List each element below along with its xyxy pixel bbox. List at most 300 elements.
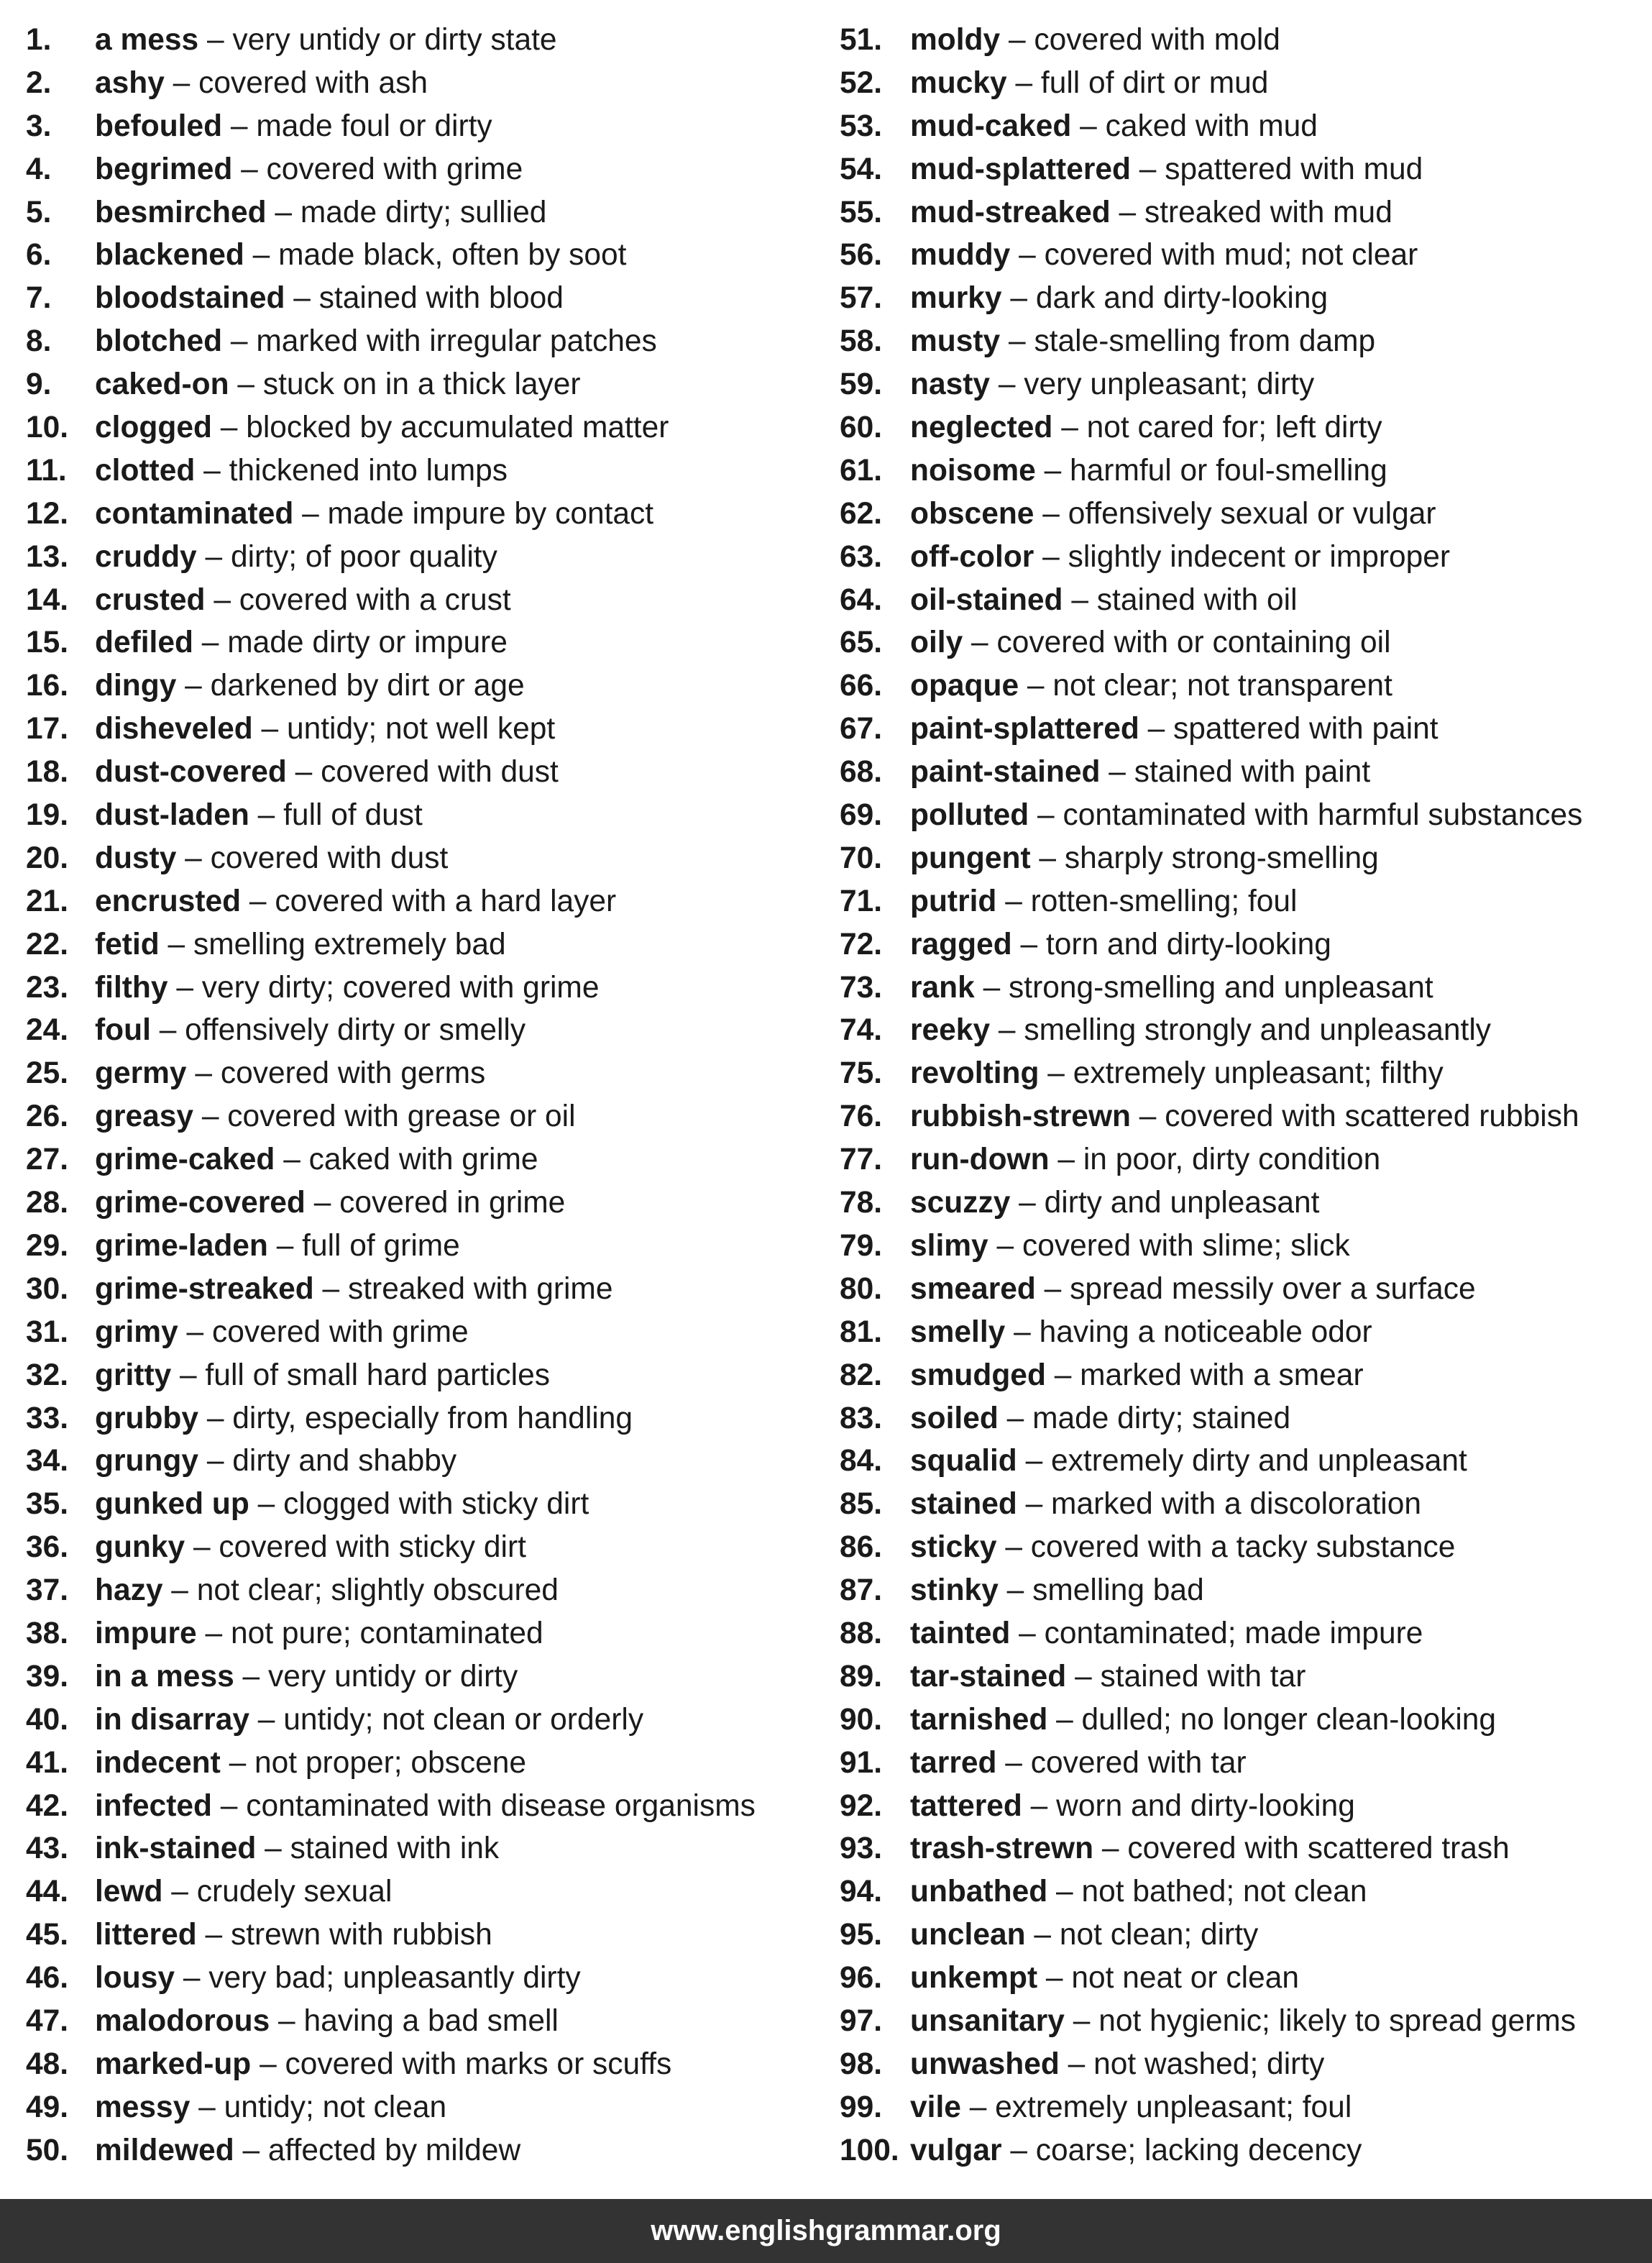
list-item bbox=[26, 1957, 845, 2000]
list-item bbox=[26, 1699, 845, 1742]
list-item bbox=[26, 1052, 845, 1095]
item-word: unsanitary bbox=[910, 2003, 1065, 2038]
list-item bbox=[26, 794, 845, 837]
item-word: opaque bbox=[910, 669, 1019, 703]
item-definition: – offensively sexual or vulgar bbox=[1034, 496, 1436, 531]
item-word: slimy bbox=[910, 1228, 988, 1263]
item-word: nasty bbox=[910, 367, 991, 402]
list-item bbox=[840, 1914, 1652, 1957]
list-item bbox=[26, 1009, 845, 1052]
item-definition: – marked with a discoloration bbox=[1017, 1487, 1422, 1522]
item-number: 8. bbox=[26, 324, 52, 359]
list-item bbox=[26, 1526, 845, 1569]
item-word: scuzzy bbox=[910, 1186, 1011, 1220]
item-number: 66. bbox=[840, 669, 883, 703]
item-number: 64. bbox=[840, 582, 883, 617]
item-definition: – offensively dirty or smelly bbox=[150, 1013, 526, 1048]
item-number: 95. bbox=[840, 1918, 883, 1952]
item-definition: – very untidy or dirty bbox=[234, 1659, 518, 1693]
list-item bbox=[26, 708, 845, 751]
item-number: 72. bbox=[840, 927, 883, 961]
list-item bbox=[840, 536, 1652, 579]
item-number: 76. bbox=[840, 1100, 883, 1134]
item-definition: – not washed; dirty bbox=[1059, 2047, 1325, 2081]
item-word: foul bbox=[95, 1013, 151, 1048]
item-definition: – crudely sexual bbox=[162, 1875, 393, 1909]
item-number: 71. bbox=[840, 884, 883, 918]
list-item bbox=[26, 2000, 845, 2043]
item-definition: – untidy; not clean or orderly bbox=[249, 1702, 644, 1737]
list-item bbox=[840, 794, 1652, 837]
item-word: rubbish-strewn bbox=[910, 1100, 1131, 1134]
list-item bbox=[840, 1397, 1652, 1440]
item-word: dust-laden bbox=[95, 798, 249, 833]
item-word: lousy bbox=[95, 1961, 175, 1995]
item-number: 20. bbox=[26, 841, 69, 875]
item-number: 1. bbox=[26, 23, 52, 57]
item-definition: – covered with slime; slick bbox=[988, 1228, 1350, 1263]
item-number: 24. bbox=[26, 1013, 69, 1048]
item-word: tar-stained bbox=[910, 1659, 1067, 1693]
item-definition: – covered with sticky dirt bbox=[185, 1530, 526, 1565]
item-definition: – marked with a smear bbox=[1045, 1358, 1364, 1392]
list-item bbox=[840, 880, 1652, 923]
item-definition: – stuck on in a thick layer bbox=[229, 367, 581, 402]
list-item bbox=[840, 1440, 1652, 1483]
item-word: messy bbox=[95, 2090, 191, 2124]
item-word: dusty bbox=[95, 841, 177, 875]
item-definition: – not hygienic; likely to spread germs bbox=[1064, 2003, 1576, 2038]
item-definition: – covered with tar bbox=[996, 1745, 1247, 1780]
item-number: 62. bbox=[840, 496, 883, 531]
list-item bbox=[840, 2043, 1652, 2086]
item-number: 59. bbox=[840, 367, 883, 402]
item-number: 18. bbox=[26, 755, 69, 790]
item-number: 55. bbox=[840, 195, 883, 229]
item-word: paint-stained bbox=[910, 755, 1101, 790]
item-number: 46. bbox=[26, 1961, 69, 1995]
item-number: 75. bbox=[840, 1056, 883, 1091]
item-number: 12. bbox=[26, 496, 69, 531]
item-word: fetid bbox=[95, 927, 160, 961]
item-definition: – caked with grime bbox=[275, 1143, 538, 1177]
list-item bbox=[26, 363, 845, 406]
item-number: 97. bbox=[840, 2003, 883, 2038]
list-item bbox=[840, 1870, 1652, 1914]
item-definition: – marked with irregular patches bbox=[222, 324, 657, 359]
list-item bbox=[840, 1957, 1652, 2000]
footer-bar bbox=[0, 2199, 1652, 2263]
item-word: stinky bbox=[910, 1573, 999, 1608]
list-item bbox=[26, 536, 845, 579]
list-item bbox=[840, 1095, 1652, 1138]
item-number: 34. bbox=[26, 1444, 69, 1478]
item-word: in disarray bbox=[95, 1702, 249, 1737]
list-item bbox=[840, 2086, 1652, 2129]
item-definition: – made impure by contact bbox=[293, 496, 654, 531]
item-number: 83. bbox=[840, 1401, 883, 1435]
list-item bbox=[840, 277, 1652, 320]
item-number: 65. bbox=[840, 626, 883, 660]
list-item bbox=[26, 1569, 845, 1612]
item-number: 87. bbox=[840, 1573, 883, 1608]
item-definition: – strewn with rubbish bbox=[196, 1918, 492, 1952]
item-definition: – made dirty; sullied bbox=[266, 195, 547, 229]
item-word: germy bbox=[95, 1056, 187, 1091]
item-number: 27. bbox=[26, 1143, 69, 1177]
item-word: unclean bbox=[910, 1918, 1026, 1952]
item-number: 31. bbox=[26, 1315, 69, 1349]
item-definition: – covered with scattered trash bbox=[1093, 1832, 1510, 1866]
item-definition: – stained with blood bbox=[285, 281, 564, 316]
item-word: paint-splattered bbox=[910, 712, 1139, 746]
list-item bbox=[840, 62, 1652, 105]
item-number: 2. bbox=[26, 65, 52, 100]
list-item bbox=[26, 277, 845, 320]
item-word: run-down bbox=[910, 1143, 1050, 1177]
item-definition: – full of grime bbox=[267, 1228, 460, 1263]
list-item bbox=[26, 1827, 845, 1870]
item-definition: – untidy; not well kept bbox=[252, 712, 556, 746]
list-item bbox=[840, 664, 1652, 708]
list-item bbox=[26, 449, 845, 493]
item-definition: – smelling strongly and unpleasantly bbox=[990, 1013, 1492, 1048]
item-number: 78. bbox=[840, 1186, 883, 1220]
list-item bbox=[840, 2000, 1652, 2043]
item-number: 99. bbox=[840, 2090, 883, 2124]
item-word: musty bbox=[910, 324, 1001, 359]
item-number: 13. bbox=[26, 539, 69, 574]
item-number: 79. bbox=[840, 1228, 883, 1263]
list-item bbox=[840, 1138, 1652, 1181]
item-definition: – covered with dust bbox=[176, 841, 449, 875]
item-definition: – having a bad smell bbox=[270, 2003, 559, 2038]
item-word: gritty bbox=[95, 1358, 172, 1392]
item-number: 67. bbox=[840, 712, 883, 746]
list-item bbox=[26, 1440, 845, 1483]
item-definition: – having a noticeable odor bbox=[1005, 1315, 1372, 1349]
item-number: 14. bbox=[26, 582, 69, 617]
item-word: grime-caked bbox=[95, 1143, 275, 1177]
item-number: 98. bbox=[840, 2047, 883, 2081]
item-definition: – covered with dust bbox=[286, 755, 559, 790]
item-definition: – made dirty; stained bbox=[998, 1401, 1291, 1435]
item-number: 57. bbox=[840, 281, 883, 316]
list-item bbox=[26, 19, 845, 62]
item-definition: – strong-smelling and unpleasant bbox=[974, 970, 1433, 1005]
item-number: 63. bbox=[840, 539, 883, 574]
item-definition: – stained with paint bbox=[1100, 755, 1371, 790]
item-number: 3. bbox=[26, 109, 52, 143]
item-word: infected bbox=[95, 1788, 212, 1823]
item-definition: – very untidy or dirty state bbox=[198, 23, 557, 57]
item-number: 54. bbox=[840, 152, 883, 186]
item-number: 6. bbox=[26, 238, 52, 273]
item-definition: – covered with ash bbox=[164, 65, 428, 100]
list-item bbox=[26, 1742, 845, 1785]
item-word: impure bbox=[95, 1616, 197, 1650]
item-word: grimy bbox=[95, 1315, 178, 1349]
item-word: rank bbox=[910, 970, 975, 1005]
list-item bbox=[26, 191, 845, 234]
list-item bbox=[840, 1785, 1652, 1828]
item-definition: – streaked with grime bbox=[313, 1271, 613, 1306]
item-number: 91. bbox=[840, 1745, 883, 1780]
list-item bbox=[26, 621, 845, 664]
list-item bbox=[26, 1612, 845, 1655]
item-word: blackened bbox=[95, 238, 244, 273]
item-number: 48. bbox=[26, 2047, 69, 2081]
item-word: pungent bbox=[910, 841, 1031, 875]
item-word: ink-stained bbox=[95, 1832, 257, 1866]
item-number: 52. bbox=[840, 65, 883, 100]
list-item bbox=[26, 2043, 845, 2086]
item-number: 15. bbox=[26, 626, 69, 660]
list-item bbox=[840, 1569, 1652, 1612]
item-definition: – spattered with paint bbox=[1139, 712, 1438, 746]
list-item bbox=[840, 837, 1652, 880]
list-item bbox=[26, 2129, 845, 2172]
item-definition: – covered in grime bbox=[305, 1186, 566, 1220]
item-definition: – covered with grime bbox=[232, 152, 523, 186]
list-item bbox=[26, 1870, 845, 1914]
list-item bbox=[840, 449, 1652, 493]
list-item bbox=[840, 1827, 1652, 1870]
list-item bbox=[840, 2129, 1652, 2172]
item-definition: – harmful or foul-smelling bbox=[1035, 453, 1387, 488]
item-definition: – thickened into lumps bbox=[195, 453, 508, 488]
item-word: clotted bbox=[95, 453, 196, 488]
item-definition: – slightly indecent or improper bbox=[1034, 539, 1451, 574]
item-number: 19. bbox=[26, 798, 69, 833]
item-word: grime-laden bbox=[95, 1228, 268, 1263]
item-definition: – contaminated; made impure bbox=[1010, 1616, 1423, 1650]
item-number: 53. bbox=[840, 109, 883, 143]
item-number: 50. bbox=[26, 2133, 69, 2167]
item-definition: – covered with grease or oil bbox=[193, 1100, 576, 1134]
list-item bbox=[26, 1483, 845, 1526]
item-word: reeky bbox=[910, 1013, 991, 1048]
item-word: begrimed bbox=[95, 152, 233, 186]
item-number: 81. bbox=[840, 1315, 883, 1349]
item-definition: – made black, often by soot bbox=[244, 238, 627, 273]
item-definition: – coarse; lacking decency bbox=[1001, 2133, 1362, 2167]
item-number: 4. bbox=[26, 152, 52, 186]
item-number: 7. bbox=[26, 281, 52, 316]
item-definition: – covered with marks or scuffs bbox=[251, 2047, 672, 2081]
item-definition: – stale-smelling from damp bbox=[1000, 324, 1376, 359]
item-word: ashy bbox=[95, 65, 165, 100]
item-number: 60. bbox=[840, 411, 883, 445]
list-item bbox=[26, 1181, 845, 1225]
item-definition: – in poor, dirty condition bbox=[1049, 1143, 1381, 1177]
item-definition: – extremely unpleasant; foul bbox=[960, 2090, 1352, 2124]
item-word: malodorous bbox=[95, 2003, 270, 2038]
item-number: 82. bbox=[840, 1358, 883, 1392]
item-number: 93. bbox=[840, 1832, 883, 1866]
list-item bbox=[26, 923, 845, 966]
item-number: 84. bbox=[840, 1444, 883, 1478]
list-item bbox=[26, 1785, 845, 1828]
list-item bbox=[840, 363, 1652, 406]
item-definition: – not clear; slightly obscured bbox=[162, 1573, 559, 1608]
list-item bbox=[26, 406, 845, 449]
list-item bbox=[26, 1225, 845, 1268]
item-word: murky bbox=[910, 281, 1002, 316]
item-number: 33. bbox=[26, 1401, 69, 1435]
item-number: 56. bbox=[840, 238, 883, 273]
item-number: 42. bbox=[26, 1788, 69, 1823]
item-number: 37. bbox=[26, 1573, 69, 1608]
item-word: grungy bbox=[95, 1444, 199, 1478]
list-item bbox=[840, 1311, 1652, 1354]
item-word: lewd bbox=[95, 1875, 163, 1909]
item-number: 11. bbox=[26, 453, 67, 488]
list-item bbox=[840, 1655, 1652, 1699]
item-number: 45. bbox=[26, 1918, 69, 1952]
item-definition: – contaminated with disease organisms bbox=[211, 1788, 756, 1823]
item-word: clogged bbox=[95, 411, 212, 445]
list-item bbox=[840, 1225, 1652, 1268]
list-item bbox=[26, 1095, 845, 1138]
item-definition: – dirty, especially from handling bbox=[198, 1401, 633, 1435]
item-word: encrusted bbox=[95, 884, 242, 918]
item-word: trash-strewn bbox=[910, 1832, 1094, 1866]
item-definition: – covered with mud; not clear bbox=[1010, 238, 1418, 273]
list-item bbox=[26, 62, 845, 105]
list-item bbox=[26, 664, 845, 708]
item-word: moldy bbox=[910, 23, 1001, 57]
item-word: unbathed bbox=[910, 1875, 1048, 1909]
item-word: grubby bbox=[95, 1401, 199, 1435]
item-word: mud-streaked bbox=[910, 195, 1111, 229]
item-definition: – spread messily over a surface bbox=[1035, 1271, 1476, 1306]
item-word: grime-streaked bbox=[95, 1271, 314, 1306]
item-word: mud-caked bbox=[910, 109, 1072, 143]
item-definition: – smelling extremely bad bbox=[159, 927, 506, 961]
list-item bbox=[840, 1699, 1652, 1742]
item-number: 94. bbox=[840, 1875, 883, 1909]
item-number: 77. bbox=[840, 1143, 883, 1177]
item-definition: – full of dirt or mud bbox=[1006, 65, 1269, 100]
item-definition: – stained with tar bbox=[1066, 1659, 1306, 1693]
item-word: caked-on bbox=[95, 367, 229, 402]
item-definition: – not clear; not transparent bbox=[1019, 669, 1392, 703]
list-item bbox=[840, 105, 1652, 148]
item-definition: – covered with a hard layer bbox=[241, 884, 617, 918]
item-number: 73. bbox=[840, 970, 883, 1005]
item-number: 47. bbox=[26, 2003, 69, 2038]
item-number: 40. bbox=[26, 1702, 69, 1737]
item-word: greasy bbox=[95, 1100, 194, 1134]
item-definition: – full of dust bbox=[249, 798, 423, 833]
item-number: 85. bbox=[840, 1487, 883, 1522]
item-definition: – caked with mud bbox=[1071, 109, 1318, 143]
item-number: 22. bbox=[26, 927, 69, 961]
item-word: ragged bbox=[910, 927, 1012, 961]
list-item bbox=[26, 105, 845, 148]
item-definition: – made dirty or impure bbox=[193, 626, 508, 660]
item-word: gunked up bbox=[95, 1487, 249, 1522]
footer-website: www.englishgrammar.org bbox=[651, 2215, 1001, 2246]
item-number: 96. bbox=[840, 1961, 883, 1995]
item-definition: – very bad; unpleasantly dirty bbox=[175, 1961, 581, 1995]
item-definition: – not neat or clean bbox=[1037, 1961, 1299, 1995]
item-word: besmirched bbox=[95, 195, 267, 229]
item-definition: – full of small hard particles bbox=[171, 1358, 550, 1392]
word-list bbox=[0, 19, 1652, 2176]
item-number: 51. bbox=[840, 23, 883, 57]
item-definition: – smelling bad bbox=[998, 1573, 1204, 1608]
list-item bbox=[840, 1268, 1652, 1311]
item-word: a mess bbox=[95, 23, 199, 57]
item-word: unwashed bbox=[910, 2047, 1060, 2081]
item-number: 80. bbox=[840, 1271, 883, 1306]
item-word: gunky bbox=[95, 1530, 185, 1565]
item-number: 10. bbox=[26, 411, 69, 445]
item-number: 58. bbox=[840, 324, 883, 359]
item-definition: – dark and dirty-looking bbox=[1001, 281, 1329, 316]
list-item bbox=[840, 966, 1652, 1010]
list-item bbox=[840, 406, 1652, 449]
list-item bbox=[26, 1914, 845, 1957]
item-definition: – extremely unpleasant; filthy bbox=[1039, 1056, 1444, 1091]
item-word: oily bbox=[910, 626, 963, 660]
item-number: 90. bbox=[840, 1702, 883, 1737]
item-word: filthy bbox=[95, 970, 168, 1005]
item-number: 38. bbox=[26, 1616, 69, 1650]
item-number: 29. bbox=[26, 1228, 69, 1263]
item-word: vile bbox=[910, 2090, 961, 2124]
item-word: mud-splattered bbox=[910, 152, 1131, 186]
item-word: disheveled bbox=[95, 712, 253, 746]
item-number: 28. bbox=[26, 1186, 69, 1220]
item-word: contaminated bbox=[95, 496, 294, 531]
item-word: dingy bbox=[95, 669, 177, 703]
item-number: 16. bbox=[26, 669, 69, 703]
item-word: in a mess bbox=[95, 1659, 234, 1693]
item-number: 61. bbox=[840, 453, 883, 488]
item-number: 70. bbox=[840, 841, 883, 875]
item-definition: – covered with mold bbox=[1000, 23, 1280, 57]
list-item bbox=[26, 493, 845, 536]
item-word: dust-covered bbox=[95, 755, 287, 790]
item-definition: – made foul or dirty bbox=[222, 109, 492, 143]
list-item bbox=[26, 751, 845, 794]
item-word: stained bbox=[910, 1487, 1017, 1522]
item-number: 86. bbox=[840, 1530, 883, 1565]
item-number: 100. bbox=[840, 2133, 899, 2167]
item-number: 9. bbox=[26, 367, 52, 402]
item-word: unkempt bbox=[910, 1961, 1038, 1995]
item-definition: – covered with a crust bbox=[205, 582, 511, 617]
list-item bbox=[26, 2086, 845, 2129]
item-number: 17. bbox=[26, 712, 69, 746]
item-definition: – covered with scattered rubbish bbox=[1130, 1100, 1579, 1134]
item-number: 88. bbox=[840, 1616, 883, 1650]
item-word: muddy bbox=[910, 238, 1011, 273]
item-word: bloodstained bbox=[95, 281, 285, 316]
item-number: 36. bbox=[26, 1530, 69, 1565]
item-word: tainted bbox=[910, 1616, 1011, 1650]
item-number: 32. bbox=[26, 1358, 69, 1392]
item-word: hazy bbox=[95, 1573, 163, 1608]
item-number: 39. bbox=[26, 1659, 69, 1693]
item-definition: – stained with ink bbox=[256, 1832, 500, 1866]
item-word: tarred bbox=[910, 1745, 997, 1780]
item-number: 21. bbox=[26, 884, 69, 918]
list-item bbox=[840, 1181, 1652, 1225]
